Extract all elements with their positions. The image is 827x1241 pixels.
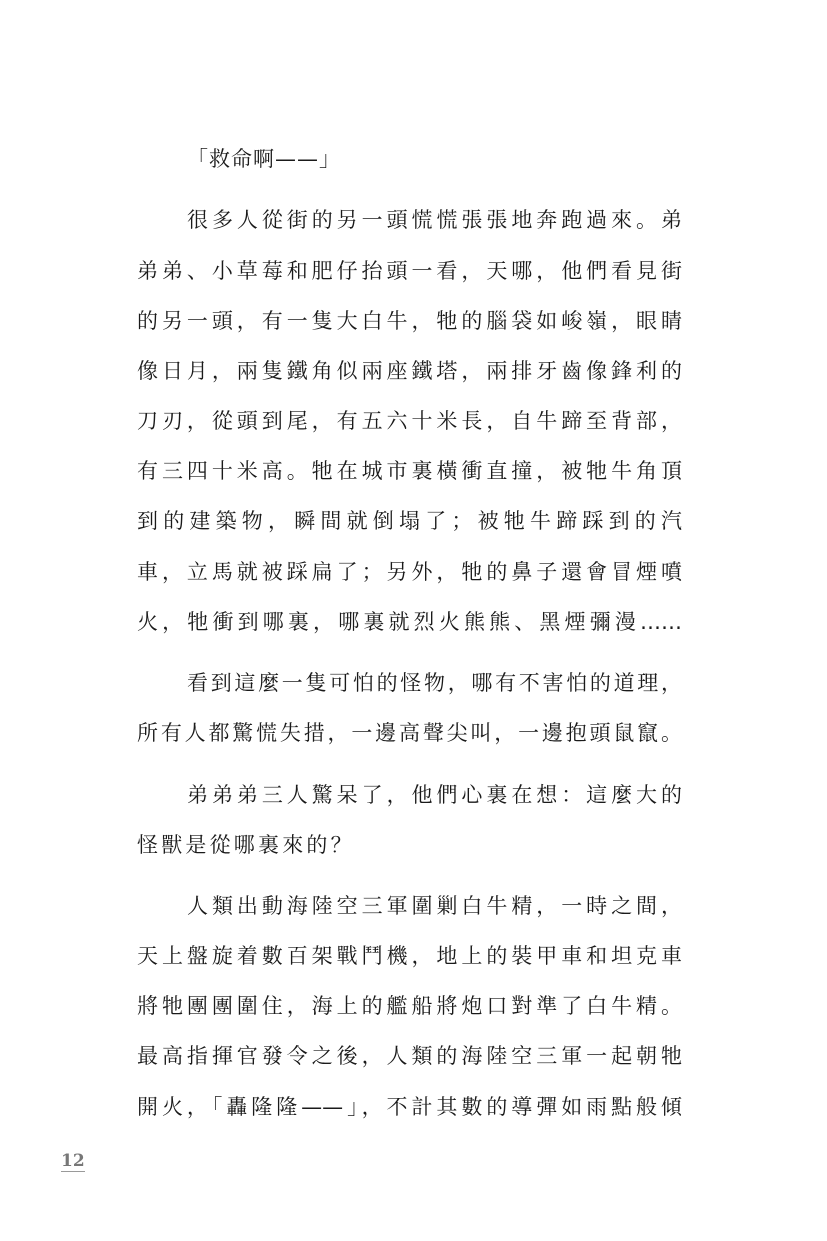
text-line-12: 所有人都驚慌失措，一邊高聲尖叫，一邊抱頭鼠竄。 [137, 721, 682, 745]
text-line-18: 最高指揮官發令之後，人類的海陸空三軍一起朝牠 [137, 1044, 682, 1068]
text-line-11: 看到這麼一隻可怕的怪物，哪有不害怕的道理， [187, 671, 682, 695]
text-line-1: 「救命啊——」 [187, 147, 341, 171]
text-line-16: 天上盤旋着數百架戰鬥機，地上的裝甲車和坦克車 [137, 944, 682, 968]
text-line-8: 到的建築物，瞬間就倒塌了；被牠牛蹄踩到的汽 [137, 509, 682, 533]
text-line-15: 人類出動海陸空三軍圍剿白牛精，一時之間， [187, 894, 682, 918]
text-line-13: 弟弟弟三人驚呆了，他們心裏在想：這麼大的 [187, 783, 682, 807]
text-line-19: 開火，「轟隆隆——」，不計其數的導彈如雨點般傾 [137, 1095, 682, 1119]
text-line-3: 弟弟、小草莓和肥仔抬頭一看，天哪，他們看見街 [137, 259, 682, 283]
text-line-5: 像日月，兩隻鐵角似兩座鐵塔，兩排牙齒像鋒利的 [137, 359, 682, 383]
text-line-2: 很多人從街的另一頭慌慌張張地奔跑過來。弟 [187, 208, 682, 232]
page-number: 12 [61, 1151, 85, 1171]
text-line-14: 怪獸是從哪裏來的？ [137, 833, 355, 857]
text-line-10: 火，牠衝到哪裏，哪裏就烈火熊熊、黑煙彌漫…… [137, 610, 682, 634]
text-line-6: 刀刃，從頭到尾，有五六十米長，自牛蹄至背部， [137, 409, 682, 433]
text-line-9: 車，立馬就被踩扁了；另外，牠的鼻子還會冒煙噴 [137, 560, 682, 584]
text-line-7: 有三四十米高。牠在城市裏橫衝直撞，被牠牛角頂 [137, 459, 682, 483]
text-line-4: 的另一頭，有一隻大白牛，牠的腦袋如峻嶺，眼睛 [137, 309, 682, 333]
text-line-17: 將牠團團圍住，海上的艦船將炮口對準了白牛精。 [137, 994, 682, 1018]
